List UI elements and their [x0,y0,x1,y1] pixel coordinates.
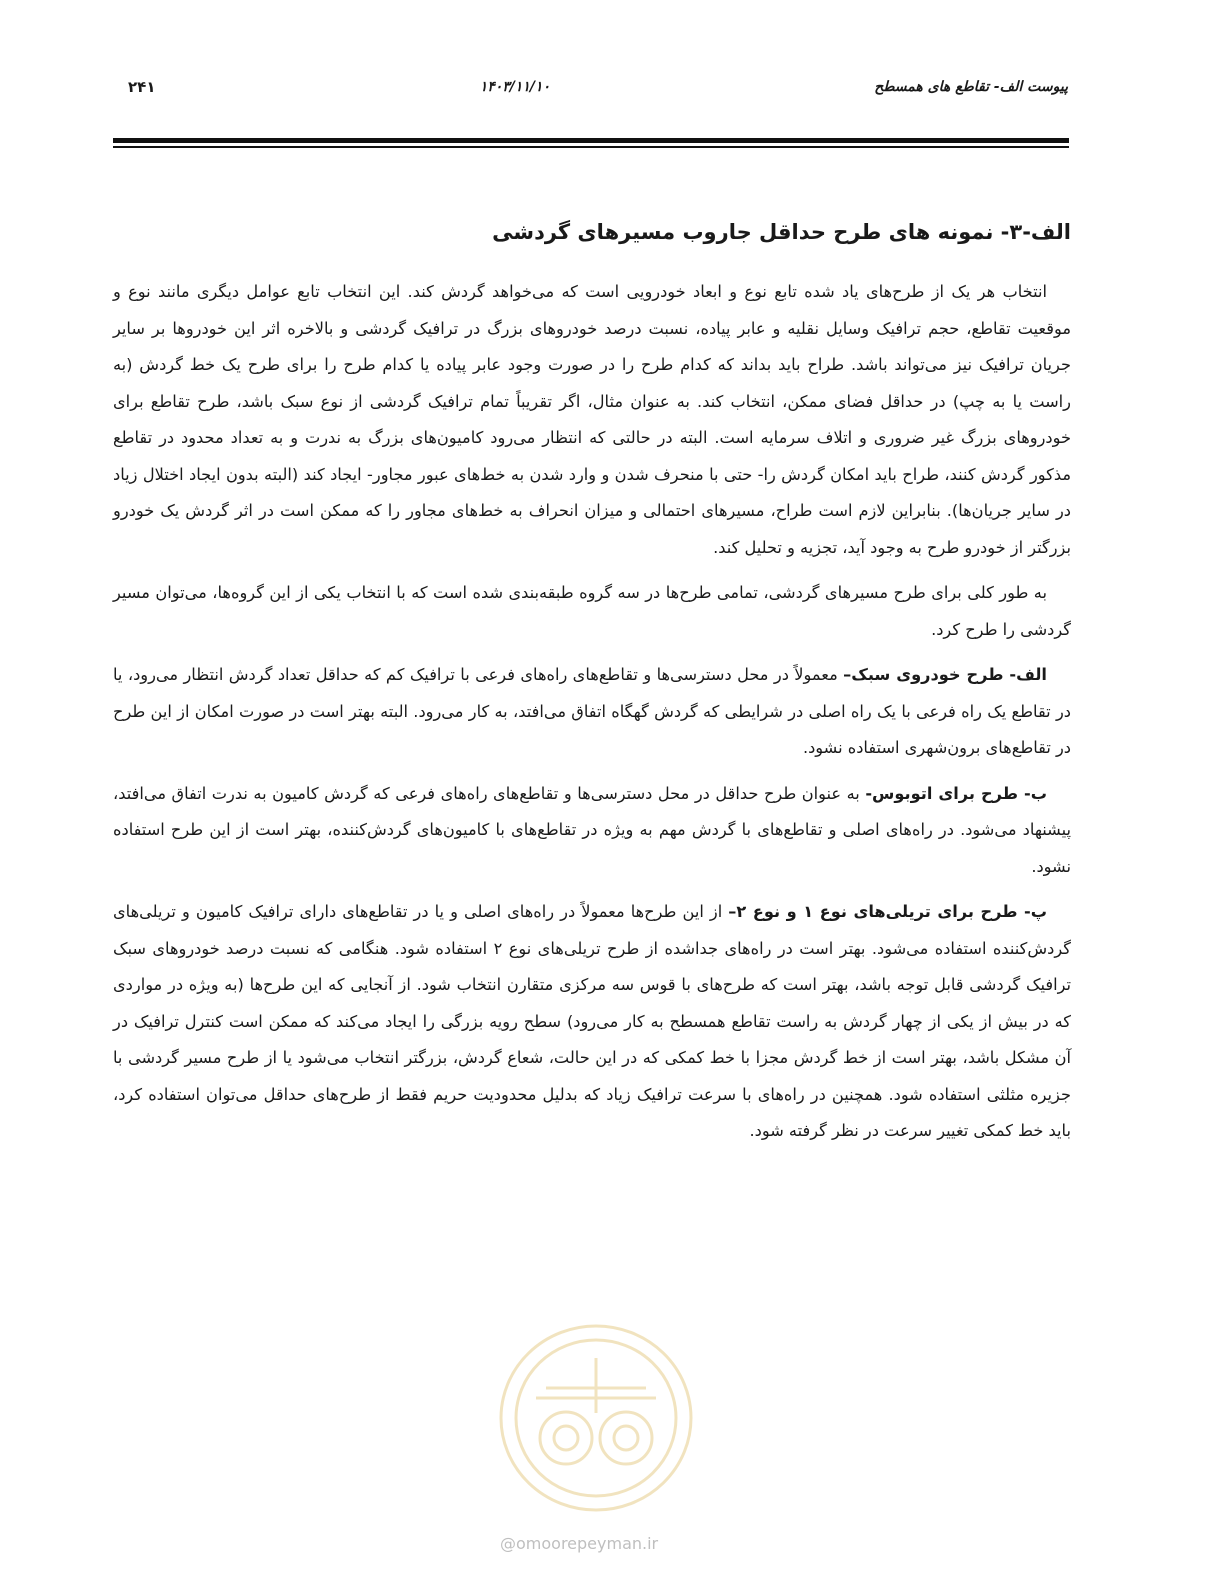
paragraph-lead: ب- طرح برای اتوبوس- [865,783,1048,803]
paragraph-text: انتخاب هر یک از طرح‌های یاد شده تابع نوع و ابعاد خودرویی است که می‌خواهد گردش کند. این انتخاب تابع عوامل دیگری مانند نوع و موقعیت تقاطع، حجم ترافیک وسایل نقلیه و عابر پیاده، نسبت درصد خودروهای بزرگ در ترافیک گردشی و بالاخره اثر این خودروها بر سایر جریان ترافیک نیز می‌تواند باشد. طراح باید بداند که کدام طرح را در صورت وجود عابر پیاده یا کدام طرح را برای طرح یک خط گردش (به راست یا به چپ) در حداقل فضای ممکن، انتخاب کند. به عنوان مثال، اگر تقریباً تمام ترافیک گردشی از نوع سبک باشد، طرح تقاطع برای خودروهای بزرگ غیر ضروری و اتلاف سرمایه است. البته در حالتی که انتظار می‌رود کامیون‌های بزرگ به ندرت و به تعداد محدود در تقاطع مذکور گردش کنند، طراح باید امکان گردش را- حتی با منحرف شدن و وارد شدن به خط‌های عبور مجاور- ایجاد کند (البته بدون ایجاد اختلال زیاد در سایر جریان‌ها). بنابراین لازم است طراح، مسیرهای احتمالی و میزان انحراف به خط‌های مجاور را که ممکن است در اثر گردش یک خودرو بزرگتر از خودرو طرح به وجود آید، تجزیه و تحلیل کند. [113,282,1071,557]
paragraph-text: به عنوان طرح حداقل در محل دسترسی‌ها و تقاطع‌های راه‌های فرعی که گردش کامیون به ندرت اتفاق می‌افتد، پیشنهاد می‌شود. در راه‌های اصلی و تقاطع‌های با گردش مهم به ویژه در تقاطع‌های با کامیون‌های گردش‌کننده، بهتر است از این طرح استفاده نشود. [113,783,1071,876]
paragraph [113,575,1071,648]
paragraph-lead: پ- طرح برای تریلی‌های نوع ۱ و نوع ۲– [728,902,1047,921]
watermark-url: @omoorepeyman.ir [500,1534,659,1553]
paragraph-text: به طور کلی برای طرح مسیرهای گردشی، تمامی طرح‌ها در سه گروه طبقه‌بندی شده است که با انتخاب یکی از این گروه‌ها، می‌توان مسیر گردشی را طرح کرد. [113,583,1071,639]
page-body [113,212,1071,1159]
paragraph-text: از این طرح‌ها معمولاً در راه‌های اصلی و یا در تقاطع‌های دارای ترافیک کامیون و تریلی‌های گردش‌کننده استفاده می‌شود. بهتر است در راه‌های جداشده از طرح تریلی‌های نوع ۲ استفاده شود. هنگامی که نسبت درصد خودروهای سبک ترافیک گردشی قابل توجه باشد، بهتر است که طرح‌های با قوس سه مرکزی متقارن انتخاب شود. از آنجایی که این طرح‌ها (به ویژه در مواردی که در بیش از یکی از چهار گردش به راست تقاطع همسطح به کار می‌رود) سطح رویه بزرگی را ایجاد می‌کند که ممکن است کنترل ترافیک در آن مشکل باشد، بهتر است از خط گردش مجزا با خط کمکی که در این حالت، شعاع گردش، بزرگتر انتخاب می‌شود یا از طرح مسیر گردشی با جزیره مثلثی استفاده شود. همچنین در راه‌های با سرعت ترافیک زیاد که بدلیل محدودیت حریم فقط از طرح‌های حداقل می‌توان استفاده کرد، باید خط کمکی تغییر سرعت در نظر گرفته شود. [113,902,1071,1140]
header-rule-thick [113,138,1069,143]
paragraph [113,274,1071,566]
watermark-logo-icon [486,1318,706,1518]
paragraph [113,776,1071,886]
section-title: الف-۳- نمونه های طرح حداقل جاروب مسیرهای گردشی [492,220,1071,244]
paragraph [113,657,1071,767]
paragraph [113,894,1071,1150]
paragraph-text: معمولاً در محل دسترسی‌ها و تقاطع‌های راه‌های فرعی با ترافیک کم که حداقل تعداد گردش انتظار می‌رود، یا در تقاطع یک راه فرعی با یک راه اصلی در شرایطی که گردش گهگاه اتفاق می‌افتد، به کار می‌رود. البته بهتر است در صورت امکان از این طرح در تقاطع‌های برون‌شهری استفاده نشود. [113,665,1071,757]
page-header [128,72,1068,102]
running-title: پیوست الف- تقاطع های همسطح [874,79,1068,95]
paragraph-lead: الف- طرح خودروی سبک– [843,665,1047,684]
header-rule-thin [113,146,1069,148]
page-number: ۲۴۱ [128,78,156,96]
header-date: ۱۴۰۳/۱۱/۱۰ [479,79,551,95]
